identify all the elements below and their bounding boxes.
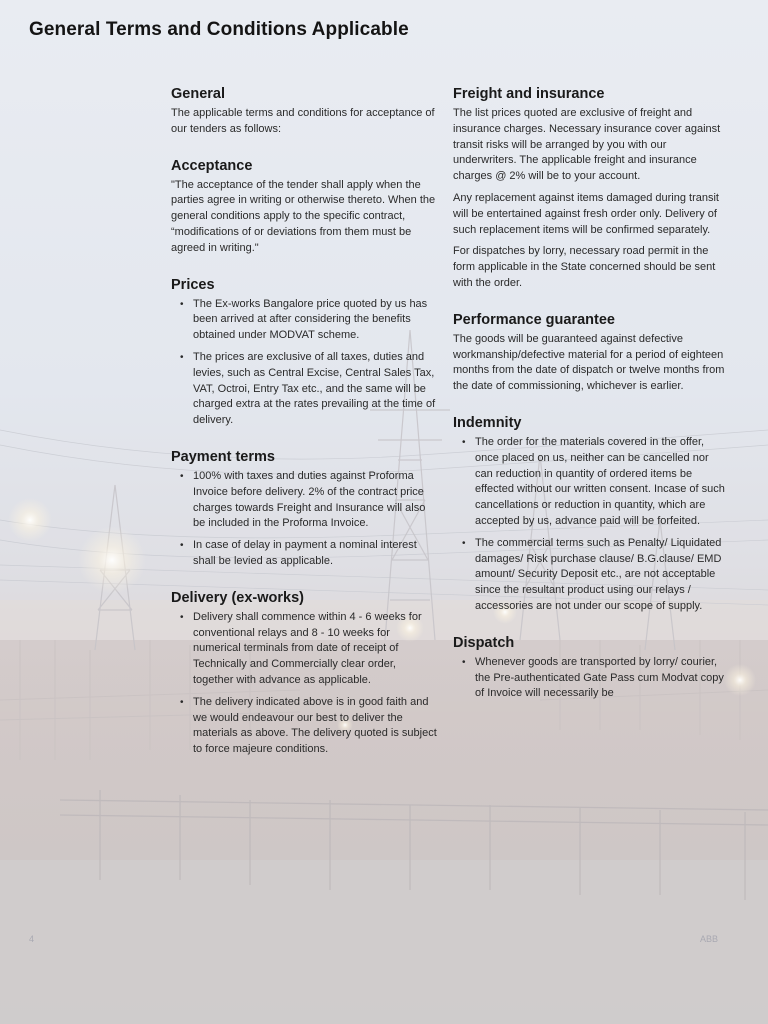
paragraph: The list prices quoted are exclusive of freight and insurance charges. Necessary insurance cover against transit risks will be arranged by you with our underwriters. The applicable freight and insurance charges @ 2% will be to your account. <box>453 107 721 183</box>
paragraph: "The acceptance of the tender shall apply when the parties agree in writing or otherwise thereto. When the general conditions apply to the specific contract, “modifications of or deviations from them must be agreed in writing." <box>171 178 436 254</box>
left-column <box>171 86 439 778</box>
bullet-list <box>171 469 439 570</box>
list-item: • 100% with taxes and duties against Proforma Invoice before delivery. 2% of the contract price charges towards Freight and Insurance will also be included in the Proforma Invoice. <box>171 469 439 532</box>
list-item: • In case of delay in payment a nominal interest shall be levied as applicable. <box>171 538 439 570</box>
section-heading: Performance guarantee <box>453 311 615 328</box>
list-item: • Whenever goods are transported by lorry/ courier, the Pre-authenticated Gate Pass cum Modvat copy of Invoice will necessarily be <box>453 655 725 702</box>
section-general <box>171 86 439 138</box>
bullet-list <box>453 435 725 615</box>
list-item: • The delivery indicated above is in good faith and we would endeavour our best to deliver the materials as above. The delivery quoted is subject to force majeure conditions. <box>171 695 439 758</box>
section-acceptance <box>171 158 439 257</box>
section-heading: General <box>171 86 225 102</box>
paragraph: The goods will be guaranteed against defective workmanship/defective material for a period of eighteen months from the date of dispatch or twelve months from the date of commissioning, whichever is earlier. <box>453 332 725 393</box>
section-dispatch <box>453 635 725 702</box>
section-heading: Delivery (ex-works) <box>171 589 304 606</box>
section-indemnity <box>453 415 725 615</box>
page-number: 4 <box>29 934 35 944</box>
section-performance-guarantee <box>453 312 725 395</box>
paragraph: The applicable terms and conditions for acceptance of our tenders as follows: <box>171 107 435 135</box>
paragraph: For dispatches by lorry, necessary road permit in the form applicable in the State concerned should be sent with the order. <box>453 245 716 289</box>
section-freight-insurance <box>453 86 725 292</box>
bullet-list <box>453 655 725 702</box>
section-payment-terms <box>171 449 439 570</box>
section-prices <box>171 277 439 429</box>
paragraph: Any replacement against items damaged during transit will be entertained against fresh order only. Delivery of such replacement items will be confirmed separately. <box>453 191 719 236</box>
right-column <box>453 86 725 722</box>
section-heading: Freight and insurance <box>453 86 605 102</box>
list-item: • The prices are exclusive of all taxes, duties and levies, such as Central Excise, Central Sales Tax, VAT, Octroi, Entry Tax etc., and the same will be charged extra at the rates prevailing at the time of delivery. <box>171 350 439 429</box>
page-title: General Terms and Conditions Applicable <box>29 19 409 40</box>
list-item: • The Ex-works Bangalore price quoted by us has been arrived at after considering the benefits obtained under MODVAT scheme. <box>171 297 439 344</box>
list-item: • Delivery shall commence within 4 - 6 weeks for conventional relays and 8 - 10 weeks for numerical terminals from date of receipt of Technically and Commercially clear order, together with advance as applicable. <box>171 610 439 689</box>
section-heading: Prices <box>171 276 215 293</box>
section-heading: Indemnity <box>453 414 522 431</box>
brand-footer: ABB <box>700 934 719 944</box>
list-item: • The order for the materials covered in the offer, once placed on us, neither can be cancelled nor can reduction in quantity of ordered items be effected without our written consent. Incase of such cancellations or reduction in quantity, which are accepted by us, advance paid will be forfeited. <box>453 435 725 530</box>
section-delivery <box>171 590 439 758</box>
bullet-list <box>171 610 439 758</box>
section-heading: Dispatch <box>453 634 515 651</box>
list-item: • The commercial terms such as Penalty/ Liquidated damages/ Risk purchase clause/ B.G.clause/ EMD amount/ Security Deposit etc., are not acceptable since the resultant product using our relays / accessories are not under our scope of supply. <box>453 536 725 615</box>
section-heading: Payment terms <box>171 448 275 465</box>
bullet-list <box>171 297 439 429</box>
section-heading: Acceptance <box>171 157 253 174</box>
